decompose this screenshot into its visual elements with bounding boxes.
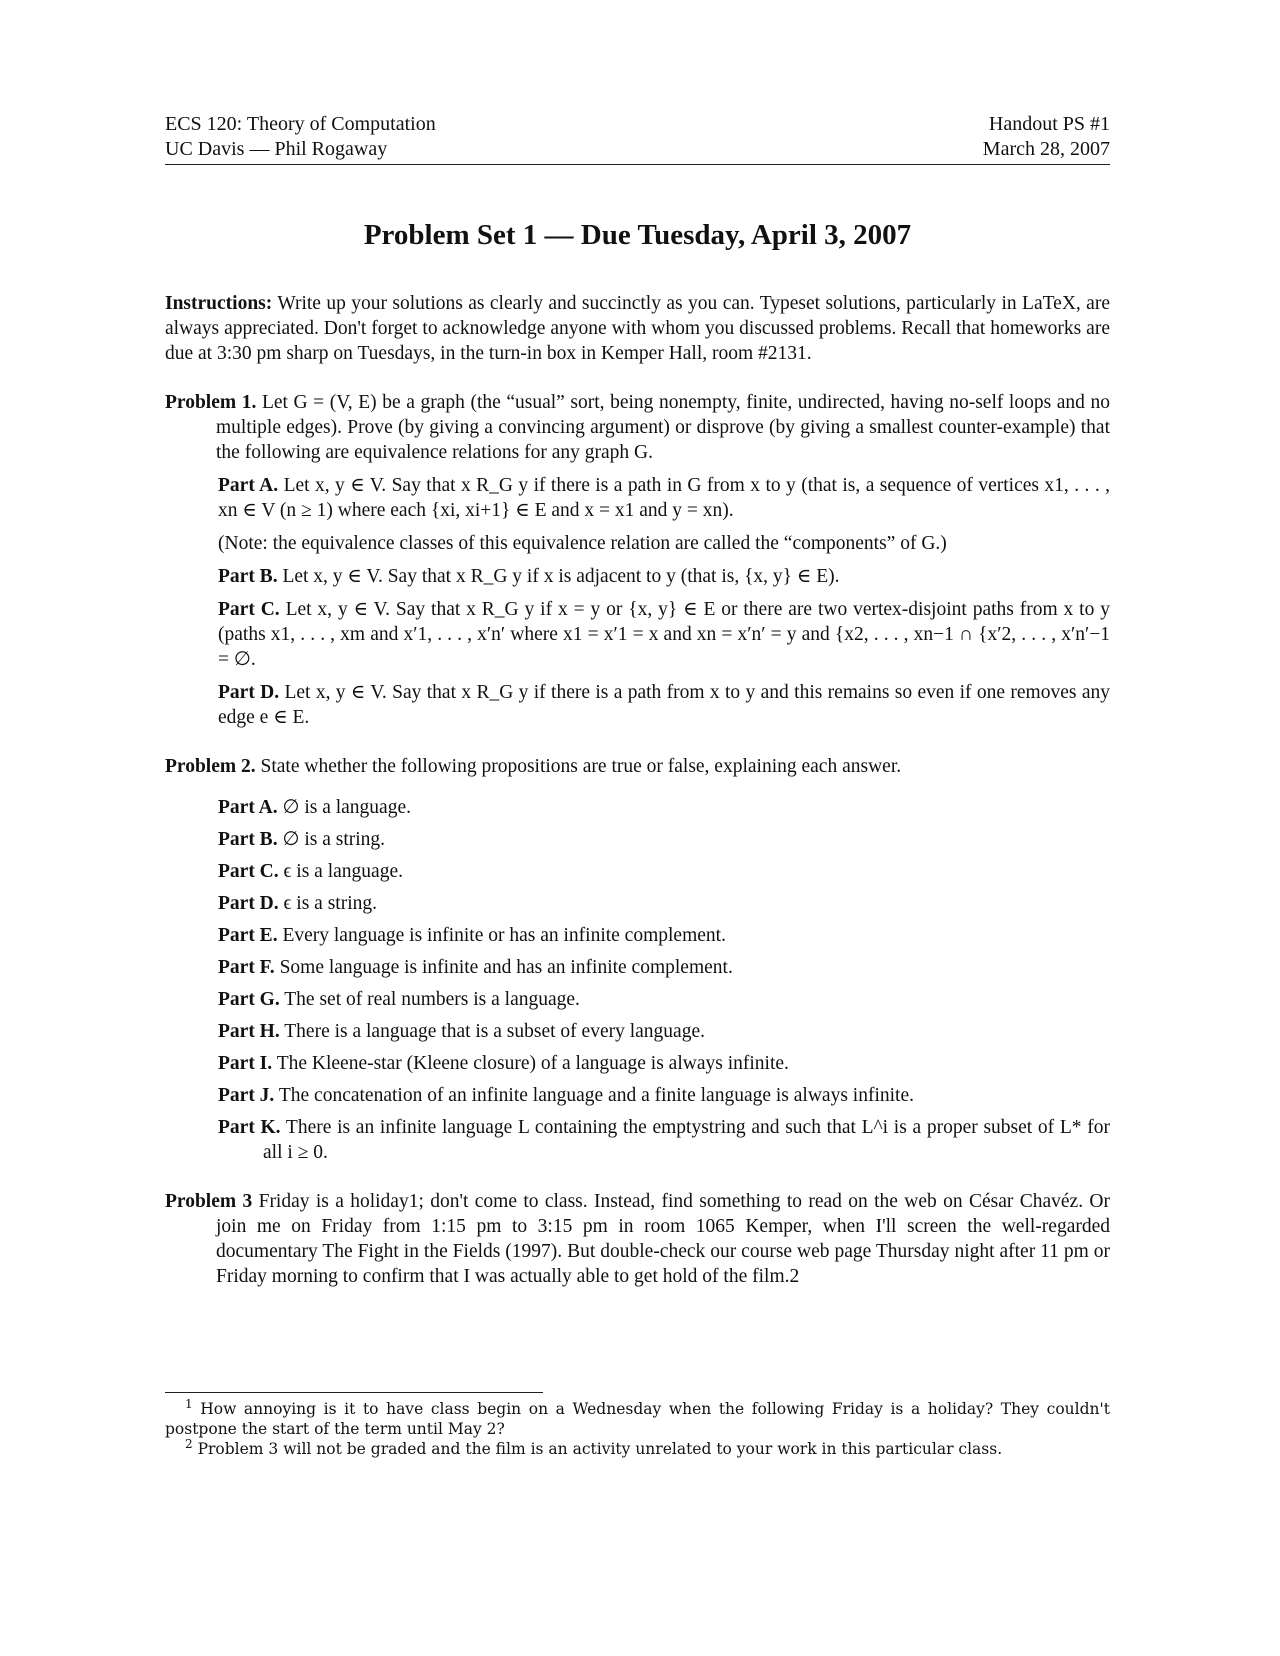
part-label: Part J. xyxy=(218,1085,275,1106)
problem-2-part-k xyxy=(218,1115,1110,1165)
problem-2-part-b xyxy=(218,827,1110,852)
problem-1-parts xyxy=(218,473,1110,730)
part-label: Part A. xyxy=(218,797,278,818)
part-text: The Kleene-star (Kleene closure) of a language is always infinite. xyxy=(276,1053,789,1074)
part-text: ∅ is a string. xyxy=(282,829,386,850)
instructions-text: Write up your solutions as clearly and succinctly as you can. Typeset solutions, particularly in LaTeX, are always appreciated. Don't forget to acknowledge anyone with whom you discussed problems. Recall that homeworks are due at 3:30 pm sharp on Tuesdays, in the turn-in box in Kemper Hall, room #2131. xyxy=(165,293,1110,364)
problem-2-part-c xyxy=(218,859,1110,884)
part-text: Let x, y ∈ V. Say that x R_G y if x = y or {x, y} ∈ E or there are two vertex-disjoint paths from x to y (paths x1, . . . , xm and x′1, . . . , x′n′ where x1 = x′1 = x and xn = x′n′ = y and {x2, . . . , xn−1 ∩ {x′2, . . . , x′n′−1 = ∅. xyxy=(218,599,1110,670)
page-title: Problem Set 1 — Due Tuesday, April 3, 2007 xyxy=(363,219,912,251)
document-page xyxy=(165,112,1110,1289)
footnote-mark: 1 xyxy=(185,1396,193,1411)
school-instructor: UC Davis — Phil Rogaway xyxy=(165,138,388,160)
problem-2-text: State whether the following propositions are true or false, explaining each answer. xyxy=(260,756,902,777)
problem-2-label: Problem 2. xyxy=(165,756,256,777)
part-label: Part C. xyxy=(218,861,279,882)
problem-2-part-f xyxy=(218,955,1110,980)
page-header xyxy=(165,112,1110,162)
part-text: The concatenation of an infinite language and a finite language is always infinite. xyxy=(278,1085,914,1106)
problem-1-note: (Note: the equivalence classes of this equivalence relation are called the “components” of G.) xyxy=(218,533,947,554)
problem-1 xyxy=(165,390,1110,730)
problem-3-text: Friday is a holiday1; don't come to class. Instead, find something to read on the web on César Chavéz. Or join me on Friday from 1:15 pm to 3:15 pm in room 1065 Kemper, when I'll screen the well-regarded documentary The Fight in the Fields (1997). But double-check our course web page Thursday night after 11 pm or Friday morning to confirm that I was actually able to get hold of the film.2 xyxy=(216,1191,1110,1287)
part-text: Every language is infinite or has an infinite complement. xyxy=(282,925,726,946)
problem-2 xyxy=(165,754,1110,1165)
handout-date: March 28, 2007 xyxy=(982,138,1110,160)
problem-2-part-d xyxy=(218,891,1110,916)
problem-2-part-h xyxy=(218,1019,1110,1044)
problem-2-part-a xyxy=(218,795,1110,820)
part-text: There is an infinite language L containing the emptystring and such that L^i is a proper subset of L* for all i ≥ 0. xyxy=(263,1117,1110,1163)
part-text: ϵ is a string. xyxy=(283,893,378,914)
part-label: Part I. xyxy=(218,1053,273,1074)
part-label: Part F. xyxy=(218,957,275,978)
course-title: ECS 120: Theory of Computation xyxy=(165,113,436,135)
problem-1-part-d xyxy=(218,680,1110,730)
problem-1-label: Problem 1. xyxy=(165,392,257,413)
part-label: Part H. xyxy=(218,1021,280,1042)
footnote-text: Problem 3 will not be graded and the film is an activity unrelated to your work in this particular class. xyxy=(197,1440,1003,1458)
part-text: Some language is infinite and has an infinite complement. xyxy=(279,957,733,978)
problem-3 xyxy=(165,1189,1110,1289)
problem-1-part-c xyxy=(218,597,1110,672)
part-text: Let x, y ∈ V. Say that x R_G y if x is adjacent to y (that is, {x, y} ∈ E). xyxy=(282,566,840,587)
part-label: Part A. xyxy=(218,475,279,496)
footnote-mark: 2 xyxy=(185,1436,193,1451)
part-label: Part E. xyxy=(218,925,278,946)
part-text: The set of real numbers is a language. xyxy=(284,989,580,1010)
footnote-1 xyxy=(165,1396,1110,1439)
footnotes xyxy=(165,1392,1110,1459)
part-text: ϵ is a language. xyxy=(283,861,403,882)
part-label: Part D. xyxy=(218,682,280,703)
problem-3-label: Problem 3 xyxy=(165,1191,253,1212)
problem-2-part-i xyxy=(218,1051,1110,1076)
problem-1-part-a xyxy=(218,473,1110,523)
problem-2-part-e xyxy=(218,923,1110,948)
part-label: Part B. xyxy=(218,566,278,587)
part-label: Part D. xyxy=(218,893,279,914)
problem-2-parts xyxy=(218,795,1110,1165)
footnote-text: How annoying is it to have class begin on a Wednesday when the following Friday is a holiday? They couldn't postpone the start of the term until May 2? xyxy=(165,1400,1110,1438)
handout-number: Handout PS #1 xyxy=(988,113,1110,135)
part-text: There is a language that is a subset of every language. xyxy=(284,1021,705,1042)
part-text: Let x, y ∈ V. Say that x R_G y if there is a path in G from x to y (that is, a sequence of vertices x1, . . . , xn ∈ V (n ≥ 1) where each {xi, xi+1} ∈ E and x = x1 and y = xn). xyxy=(218,475,1110,521)
problem-2-part-j xyxy=(218,1083,1110,1108)
part-text: Let x, y ∈ V. Say that x R_G y if there is a path from x to y and this remains so even if one removes any edge e ∈ E. xyxy=(218,682,1110,728)
instructions xyxy=(165,291,1110,366)
part-label: Part G. xyxy=(218,989,280,1010)
part-label: Part C. xyxy=(218,599,280,620)
problem-2-part-g xyxy=(218,987,1110,1012)
part-text: ∅ is a language. xyxy=(282,797,411,818)
footnote-2 xyxy=(165,1436,1110,1459)
part-label: Part K. xyxy=(218,1117,281,1138)
instructions-label: Instructions: xyxy=(165,293,273,314)
problem-1-text: Let G = (V, E) be a graph (the “usual” sort, being nonempty, finite, undirected, having no-self loops and no multiple edges). Prove (by giving a convincing argument) or disprove (by giving a smallest counter-example) that the following are equivalence relations for any graph G. xyxy=(216,392,1111,463)
problem-1-part-b xyxy=(218,564,1110,589)
part-label: Part B. xyxy=(218,829,278,850)
footnote-rule xyxy=(165,1392,543,1393)
header-rule xyxy=(165,164,1110,165)
